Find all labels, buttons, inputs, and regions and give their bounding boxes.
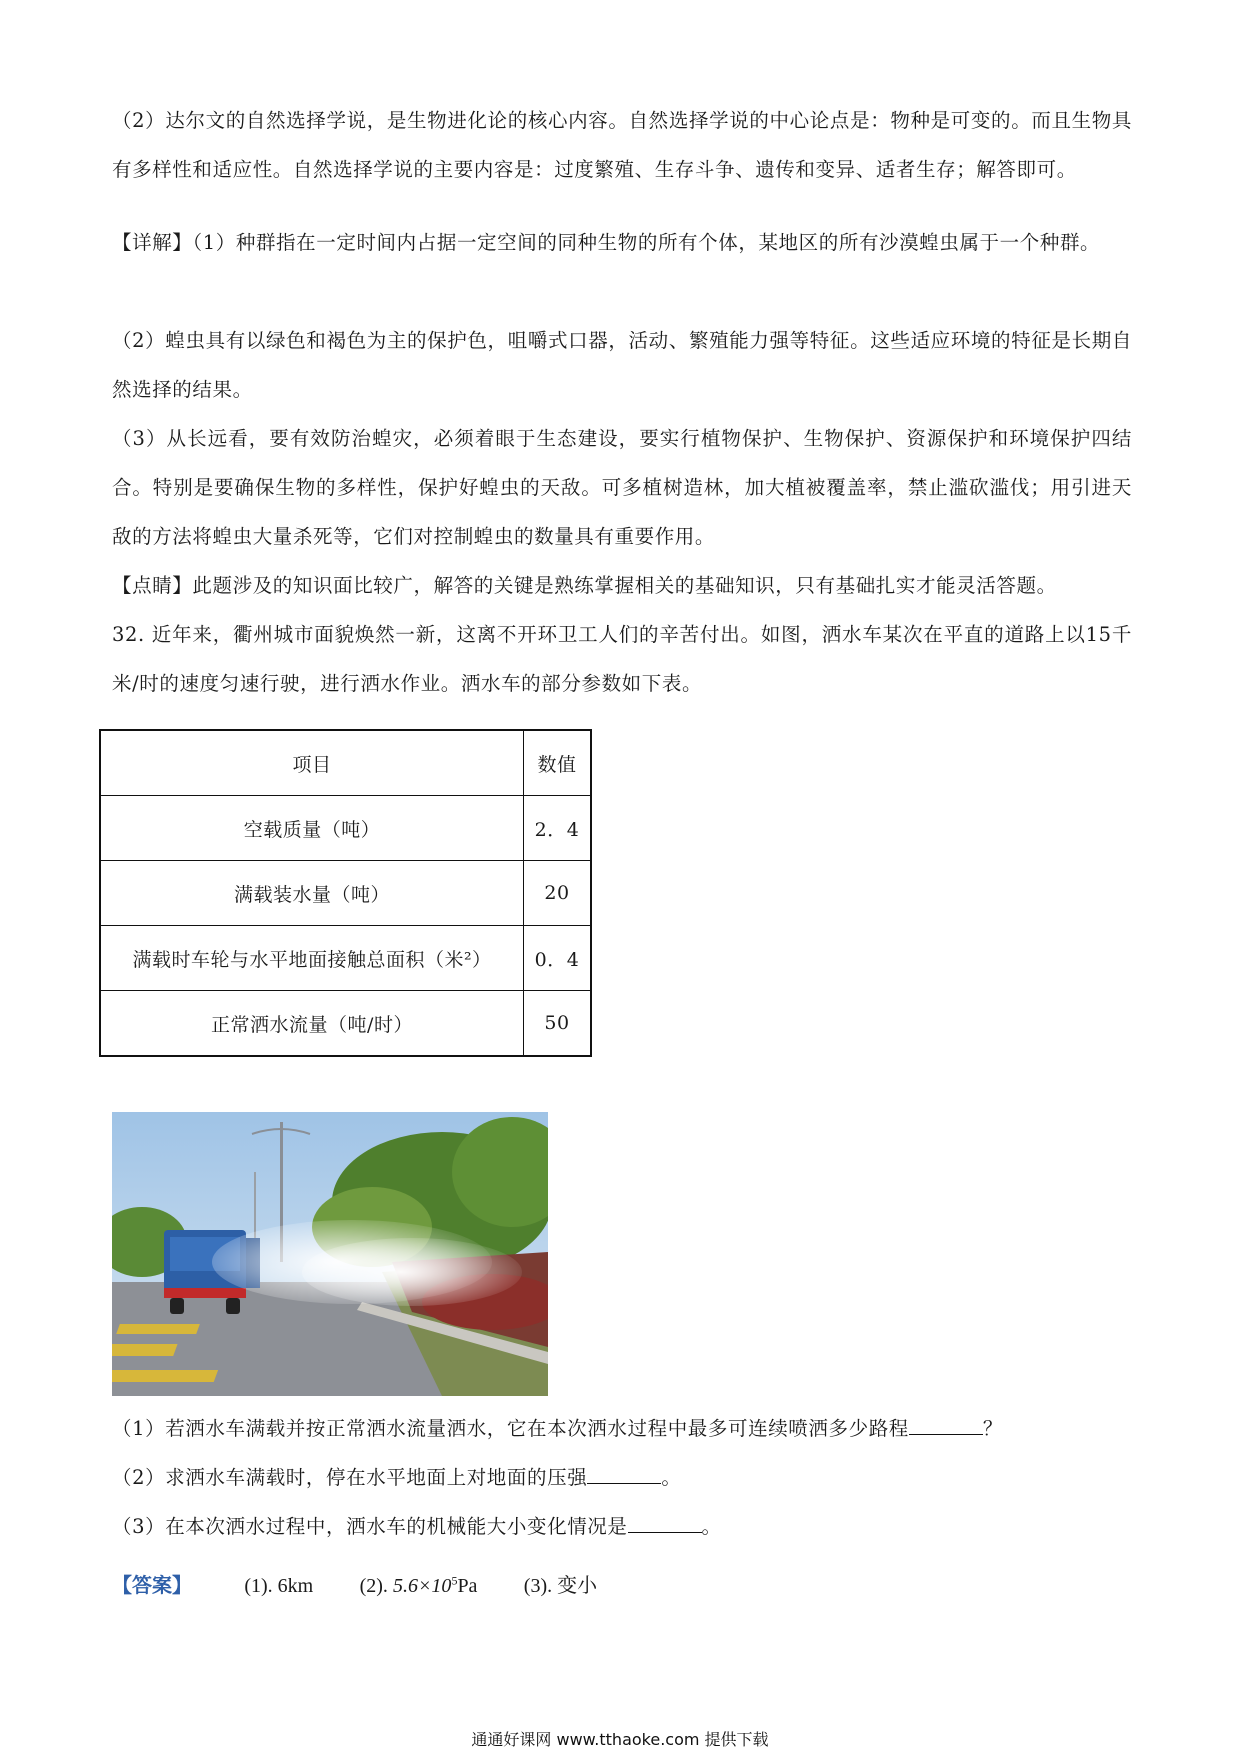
question-1 (112, 1414, 1003, 1444)
table-header-value: 数值 (524, 730, 592, 796)
table-cell-value: 2．4 (524, 796, 592, 861)
answer-1: (1). 6km (244, 1574, 314, 1597)
paragraph-detail-3: （3）从长远看，要有效防治蝗灾，必须着眼于生态建设，要实行植物保护、生物保护、资源保护和环境保护四结合。特别是要确保生物的多样性，保护好蝗虫的天敌。可多植树造林，加大植被覆盖率，禁止滥砍滥伐；用引进天敌的方法将蝗虫大量杀死等，它们对控制蝗虫的数量具有重要作用。 (112, 427, 1132, 548)
answer-blank-3[interactable] (628, 1514, 702, 1533)
table-cell-item: 正常洒水流量（吨/时） (100, 991, 524, 1057)
question-2-end: 。 (661, 1466, 682, 1489)
sprinkler-truck-photo (112, 1112, 548, 1396)
paragraph-detail-1: 【详解】（1）种群指在一定时间内占据一定空间的同种生物的所有个体，某地区的所有沙漠蝗虫属于一个种群。 (112, 231, 1101, 254)
answer-2 (360, 1575, 478, 1597)
answer-2-prefix: (2). (359, 1574, 393, 1597)
answer-blank-1[interactable] (909, 1416, 983, 1435)
question-32-stem: 32. 近年来，衢州城市面貌焕然一新，这离不开环卫工人们的辛苦付出。如图，洒水车某次在平直的道路上以15千米/时的速度匀速行驶，进行洒水作业。洒水车的部分参数如下表。 (112, 623, 1132, 695)
answer-2-exponent: 5 (451, 1573, 458, 1587)
parameter-table (99, 729, 592, 1057)
table-cell-value: 0．4 (524, 926, 592, 991)
table-row (100, 796, 591, 861)
table-row (100, 926, 591, 991)
table-cell-value: 20 (524, 861, 592, 926)
paragraph-detail-2: （2）蝗虫具有以绿色和褐色为主的保护色，咀嚼式口器，活动、繁殖能力强等特征。这些适应环境的特征是长期自然选择的结果。 (112, 329, 1132, 401)
answer-blank-2[interactable] (587, 1465, 661, 1484)
question-1-end: ？ (982, 1417, 1004, 1440)
answer-2-unit: Pa (457, 1574, 478, 1597)
table-cell-item: 满载装水量（吨） (100, 861, 524, 926)
table-cell-value: 50 (524, 991, 592, 1057)
table-row (100, 991, 591, 1057)
table-row (100, 861, 591, 926)
page-footer: 通通好课网 www.tthaoke.com 提供下载 (471, 1730, 769, 1749)
question-2 (112, 1463, 681, 1493)
table-header-item: 项目 (100, 730, 524, 796)
answer-tag: 【答案】 (112, 1572, 192, 1597)
sprinkler-truck-illustration (112, 1112, 548, 1396)
table-cell-item: 满载时车轮与水平地面接触总面积（米²） (100, 926, 524, 991)
table-cell-item: 空载质量（吨） (100, 796, 524, 861)
question-2-text: （2）求洒水车满载时，停在水平地面上对地面的压强 (112, 1466, 588, 1489)
question-3 (112, 1512, 722, 1542)
question-3-end: 。 (701, 1515, 722, 1538)
answer-3: (3). 变小 (523, 1574, 598, 1597)
paragraph-darwin: （2）达尔文的自然选择学说，是生物进化论的核心内容。自然选择学说的中心论点是：物种是可变的。而且生物具有多样性和适应性。自然选择学说的主要内容是：过度繁殖、生存斗争、遗传和变异、适者生存；解答即可。 (112, 109, 1132, 181)
paragraph-comment: 【点睛】此题涉及的知识面比较广，解答的关键是熟练掌握相关的基础知识，只有基础扎实才能灵活答题。 (112, 574, 1057, 597)
question-1-text: （1）若洒水车满载并按正常洒水流量洒水，它在本次洒水过程中最多可连续喷洒多少路程 (112, 1417, 909, 1440)
answer-line (112, 1565, 637, 1601)
answer-2-value: 5.6×10 (392, 1574, 452, 1597)
table-header-row (100, 730, 591, 796)
question-3-text: （3）在本次洒水过程中，洒水车的机械能大小变化情况是 (112, 1515, 628, 1538)
